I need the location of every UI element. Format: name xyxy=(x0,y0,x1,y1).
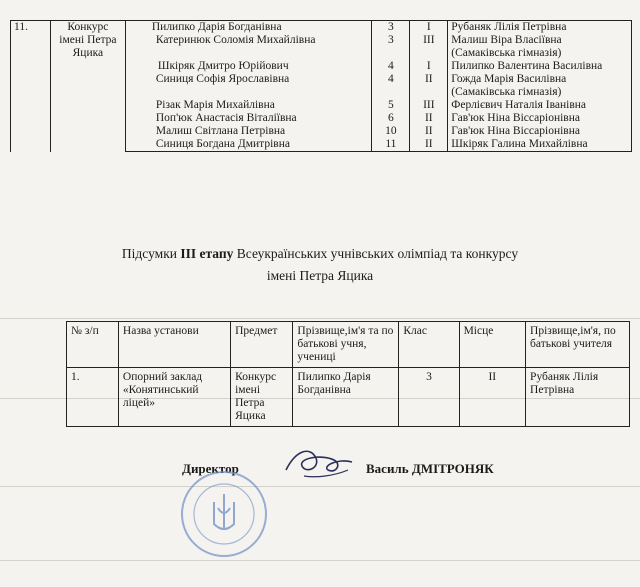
table-cell-class: 11 xyxy=(372,138,410,152)
column-header: Прізвище,ім'я, по батькові учителя xyxy=(526,322,630,368)
table-cell-class: 3 xyxy=(372,21,410,35)
table-cell-place: І xyxy=(410,21,448,35)
table-cell-teacher: Рубаняк Лілія Петрівна xyxy=(448,21,632,35)
table-row xyxy=(67,368,630,427)
table-cell-place: ІІ xyxy=(410,73,448,99)
table-cell-place: ІІ xyxy=(459,368,525,427)
results-table-bottom xyxy=(66,321,630,427)
table-cell-class: 4 xyxy=(372,73,410,99)
table-cell-place: ІІ xyxy=(410,125,448,138)
director-role: Директор xyxy=(182,461,239,476)
table-cell-teacher: Рубаняк Лілія Петрівна xyxy=(526,368,630,427)
table-cell-no: 1. xyxy=(67,368,119,427)
table-cell-class: 4 xyxy=(372,60,410,73)
table-cell-teacher: Малиш Віра Власіївна (Самаківська гімназія) xyxy=(448,34,632,60)
table-cell-place: І xyxy=(410,60,448,73)
column-header: Клас xyxy=(399,322,459,368)
table-cell-contest: Конкурс імені Петра Яцика xyxy=(50,21,125,152)
table-cell-student: Шкіряк Дмитро Юрійович xyxy=(125,60,372,73)
table-cell-student: Різак Марія Михайлівна xyxy=(125,99,372,112)
results-heading-line2: імені Петра Яцика xyxy=(266,268,374,283)
table-cell-class: 3 xyxy=(372,34,410,60)
table-cell-class: 10 xyxy=(372,125,410,138)
column-header: Назва установи xyxy=(118,322,230,368)
results-heading-line1: Підсумки ІІІ етапу Всеукраїнських учнівських олімпіад та конкурсу xyxy=(121,246,519,261)
table-cell-teacher: Пилипко Валентина Василівна xyxy=(448,60,632,73)
table-cell-student: Синиця Софія Ярославівна xyxy=(125,73,372,99)
table-cell-teacher: Ферлієвич Наталія Іванівна xyxy=(448,99,632,112)
table-cell-student: Пилипко Дарія Богданівна xyxy=(125,21,372,35)
director-name: Василь ДМІТРОНЯК xyxy=(366,461,494,476)
results-table-top xyxy=(10,20,632,152)
table-cell-student: Синиця Богдана Дмитрівна xyxy=(125,138,372,152)
table-header-row xyxy=(67,322,630,368)
table-row xyxy=(11,21,632,35)
table-cell-student: Поп'юк Анастасія Віталіївна xyxy=(125,112,372,125)
table-cell-place: ІІ xyxy=(410,112,448,125)
table-cell-place: ІІІ xyxy=(410,99,448,112)
official-seal xyxy=(178,468,270,560)
handwritten-signature xyxy=(276,440,366,488)
column-header: Прізвище,ім'я та по батькові учня, учениці xyxy=(293,322,399,368)
table-cell-student: Катеринюк Соломія Михайлівна xyxy=(125,34,372,60)
column-header: Предмет xyxy=(231,322,293,368)
table-cell-class: 6 xyxy=(372,112,410,125)
table-cell-class: 3 xyxy=(399,368,459,427)
table-cell-student: Пилипко Дарія Богданівна xyxy=(293,368,399,427)
table-cell-place: ІІІ xyxy=(410,34,448,60)
table-cell-no: 11. xyxy=(11,21,51,152)
table-cell-teacher: Шкіряк Галина Михайлівна xyxy=(448,138,632,152)
table-cell-class: 5 xyxy=(372,99,410,112)
table-cell-student: Малиш Світлана Петрівна xyxy=(125,125,372,138)
table-cell-place: ІІ xyxy=(410,138,448,152)
table-cell-teacher: Гав'юк Ніна Віссаріонівна xyxy=(448,112,632,125)
table-cell-teacher: Гожда Марія Василівна (Самаківська гімназія) xyxy=(448,73,632,99)
column-header: № з/п xyxy=(67,322,119,368)
table-cell-school: Опорний заклад «Конятинський ліцей» xyxy=(118,368,230,427)
table-cell-teacher: Гав'юк Ніна Віссаріонівна xyxy=(448,125,632,138)
column-header: Місце xyxy=(459,322,525,368)
table-cell-subject: Конкурс імені Петра Яцика xyxy=(231,368,293,427)
